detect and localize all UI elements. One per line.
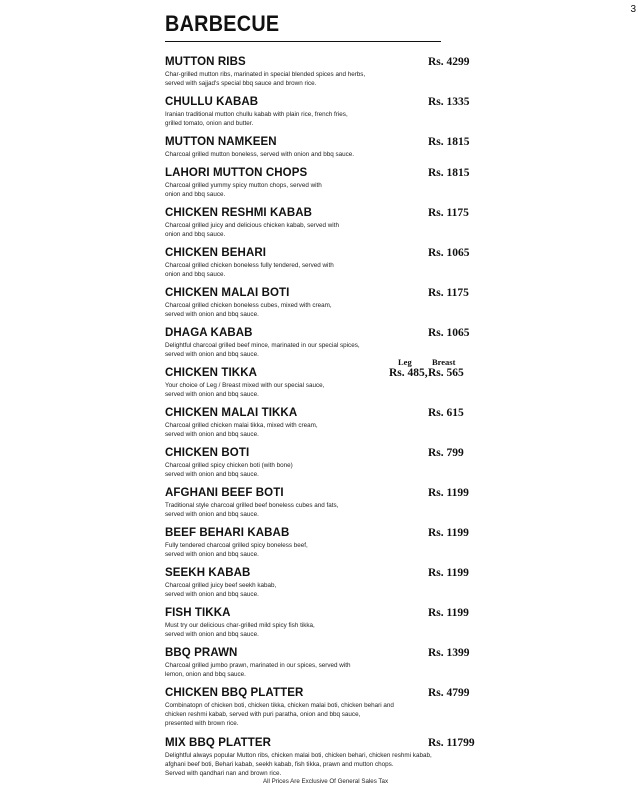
item-name: CHICKEN BEHARI [165, 247, 267, 259]
description-line: Charcoal grilled juicy and delicious chicken kabab, served with [165, 222, 339, 229]
item-description [165, 581, 470, 599]
item-name: CHICKEN TIKKA [165, 367, 258, 379]
item-description [165, 301, 470, 319]
item-price: Rs. 799 [428, 447, 464, 459]
item-description [165, 110, 470, 128]
description-line: Charcoal grilled chicken boneless fully tendered, served with [165, 262, 334, 269]
description-line: Combinatopn of chicken boti, chicken tikka, chicken malai boti, chicken behari and [165, 702, 394, 709]
item-price: Rs. 565 [428, 367, 464, 379]
item-price: Rs. 1065 [428, 327, 470, 339]
item-description [165, 461, 470, 479]
item-price: Rs. 615 [428, 407, 464, 419]
item-description [165, 661, 470, 679]
description-line: chicken reshmi kabab, served with puri paratha, onion and bbq sauce, [165, 711, 361, 718]
item-name: LAHORI MUTTON CHOPS [165, 167, 308, 179]
item-name: BBQ PRAWN [165, 647, 238, 659]
item-name: CHULLU KABAB [165, 96, 259, 108]
description-line: served with onion and bbq sauce. [165, 431, 259, 438]
item-name: CHICKEN MALAI TIKKA [165, 407, 298, 419]
description-line: afghani beef boti, Behari kabab, seekh kabab, fish tikka, prawn and mutton chops. [165, 761, 394, 768]
item-price: Rs. 1199 [428, 527, 469, 539]
description-line: Charcoal grilled spicy chicken boti (with bone) [165, 462, 293, 469]
menu-item [165, 407, 470, 439]
description-line: served with onion and bbq sauce. [165, 591, 259, 598]
description-line: Your choice of Leg / Breast mixed with our special sauce, [165, 382, 325, 389]
item-price: Rs. 4299 [428, 56, 470, 68]
item-name: CHICKEN BBQ PLATTER [165, 687, 304, 699]
item-name: SEEKH KABAB [165, 567, 251, 579]
menu-item [165, 136, 470, 159]
item-name: FISH TIKKA [165, 607, 231, 619]
description-line: Fully tendered charcoal grilled spicy boneless beef, [165, 542, 308, 549]
description-line: Delightful always popular Mutton ribs, chicken malai boti, chicken behari, chicken reshmi kabab, [165, 752, 432, 759]
description-line: Char-grilled mutton ribs, marinated in special blended spices and herbs, [165, 71, 366, 78]
tax-note: All Prices Are Exclusive Of General Sales Tax [263, 778, 389, 785]
item-name: MUTTON RIBS [165, 56, 246, 68]
menu-item [165, 327, 470, 359]
menu-item [165, 567, 470, 599]
description-line: Charcoal grilled mutton boneless, served with onion and bbq sauce. [165, 151, 355, 158]
item-price: Rs. 1175 [428, 207, 469, 219]
menu-item [165, 447, 470, 479]
menu-item [165, 687, 470, 728]
menu-item [165, 167, 470, 199]
item-description [165, 621, 470, 639]
item-name: CHICKEN BOTI [165, 447, 250, 459]
description-line: onion and bbq sauce. [165, 231, 226, 238]
description-line: served with onion and bbq sauce. [165, 311, 259, 318]
menu-item [165, 96, 470, 128]
description-line: served with onion and bbq sauce. [165, 351, 259, 358]
description-line: served with onion and bbq sauce. [165, 471, 259, 478]
description-line: Charcoal grilled jumbo prawn, marinated in our spices, served with [165, 662, 351, 669]
description-line: Delightful charcoal grilled beef mince, marinated in our special spices, [165, 342, 360, 349]
menu-item [165, 56, 470, 88]
description-line: Charcoal grilled chicken malai tikka, mixed with cream, [165, 422, 318, 429]
item-price: Rs. 1399 [428, 647, 470, 659]
item-price: Rs. 1175 [428, 287, 469, 299]
menu-item [165, 487, 470, 519]
breast-header: Breast [432, 357, 456, 367]
item-price: Rs. 1815 [428, 167, 470, 179]
item-description [165, 751, 470, 778]
item-name: MUTTON NAMKEEN [165, 136, 277, 148]
menu-item [165, 527, 470, 559]
page-number: 3 [630, 4, 636, 15]
menu-item [165, 737, 470, 778]
item-name: AFGHANI BEEF BOTI [165, 487, 284, 499]
description-line: Charcoal grilled juicy beef seekh kabab, [165, 582, 277, 589]
menu-item [165, 207, 470, 239]
description-line: served with onion and bbq sauce. [165, 511, 259, 518]
description-line: grilled tomato, onion and butter. [165, 120, 254, 127]
item-price: Rs. 11799 [428, 737, 475, 749]
item-description [165, 261, 470, 279]
section-title: BARBECUE [165, 11, 280, 36]
item-description [165, 501, 470, 519]
description-line: Must try our delicious char-grilled mild spicy fish tikka, [165, 622, 315, 629]
description-line: served with onion and bbq sauce. [165, 631, 259, 638]
item-description [165, 150, 470, 159]
item-description [165, 701, 470, 728]
description-line: Iranian traditional mutton chullu kabab with plain rice, french fries, [165, 111, 348, 118]
item-description [165, 381, 470, 399]
description-line: served with onion and bbq sauce. [165, 391, 259, 398]
item-price: Rs. 4799 [428, 687, 470, 699]
item-description [165, 70, 470, 88]
item-name: MIX BBQ PLATTER [165, 737, 272, 749]
item-description [165, 341, 470, 359]
item-price: Rs. 1199 [428, 607, 469, 619]
title-divider [165, 41, 441, 42]
item-price-leg: Rs. 485, [389, 367, 428, 379]
item-price: Rs. 1199 [428, 487, 469, 499]
description-line: lemon, onion and bbq sauce. [165, 671, 246, 678]
item-description [165, 221, 470, 239]
description-line: served with sajjad's special bbq sauce and brown rice. [165, 80, 317, 87]
item-name: CHICKEN RESHMI KABAB [165, 207, 313, 219]
description-line: served with onion and bbq sauce. [165, 551, 259, 558]
item-description [165, 541, 470, 559]
description-line: presented with brown rice. [165, 720, 239, 727]
description-line: Charcoal grilled chicken boneless cubes, mixed with cream, [165, 302, 332, 309]
description-line: onion and bbq sauce. [165, 191, 226, 198]
item-description [165, 181, 470, 199]
item-price: Rs. 1335 [428, 96, 470, 108]
item-name: CHICKEN MALAI BOTI [165, 287, 290, 299]
menu-item [165, 247, 470, 279]
item-price: Rs. 1065 [428, 247, 470, 259]
description-line: onion and bbq sauce. [165, 271, 226, 278]
item-name: DHAGA KABAB [165, 327, 253, 339]
item-price: Rs. 1199 [428, 567, 469, 579]
menu-item [165, 607, 470, 639]
menu-item [165, 287, 470, 319]
description-line: Charcoal grilled yummy spicy mutton chops, served with [165, 182, 322, 189]
item-description [165, 421, 470, 439]
description-line: Traditional style charcoal grilled beef boneless cubes and fats, [165, 502, 339, 509]
item-name: BEEF BEHARI KABAB [165, 527, 290, 539]
menu-item [165, 647, 470, 679]
leg-header: Leg [398, 357, 412, 367]
description-line: Served with qandhari nan and brown rice. [165, 770, 282, 777]
item-price: Rs. 1815 [428, 136, 470, 148]
